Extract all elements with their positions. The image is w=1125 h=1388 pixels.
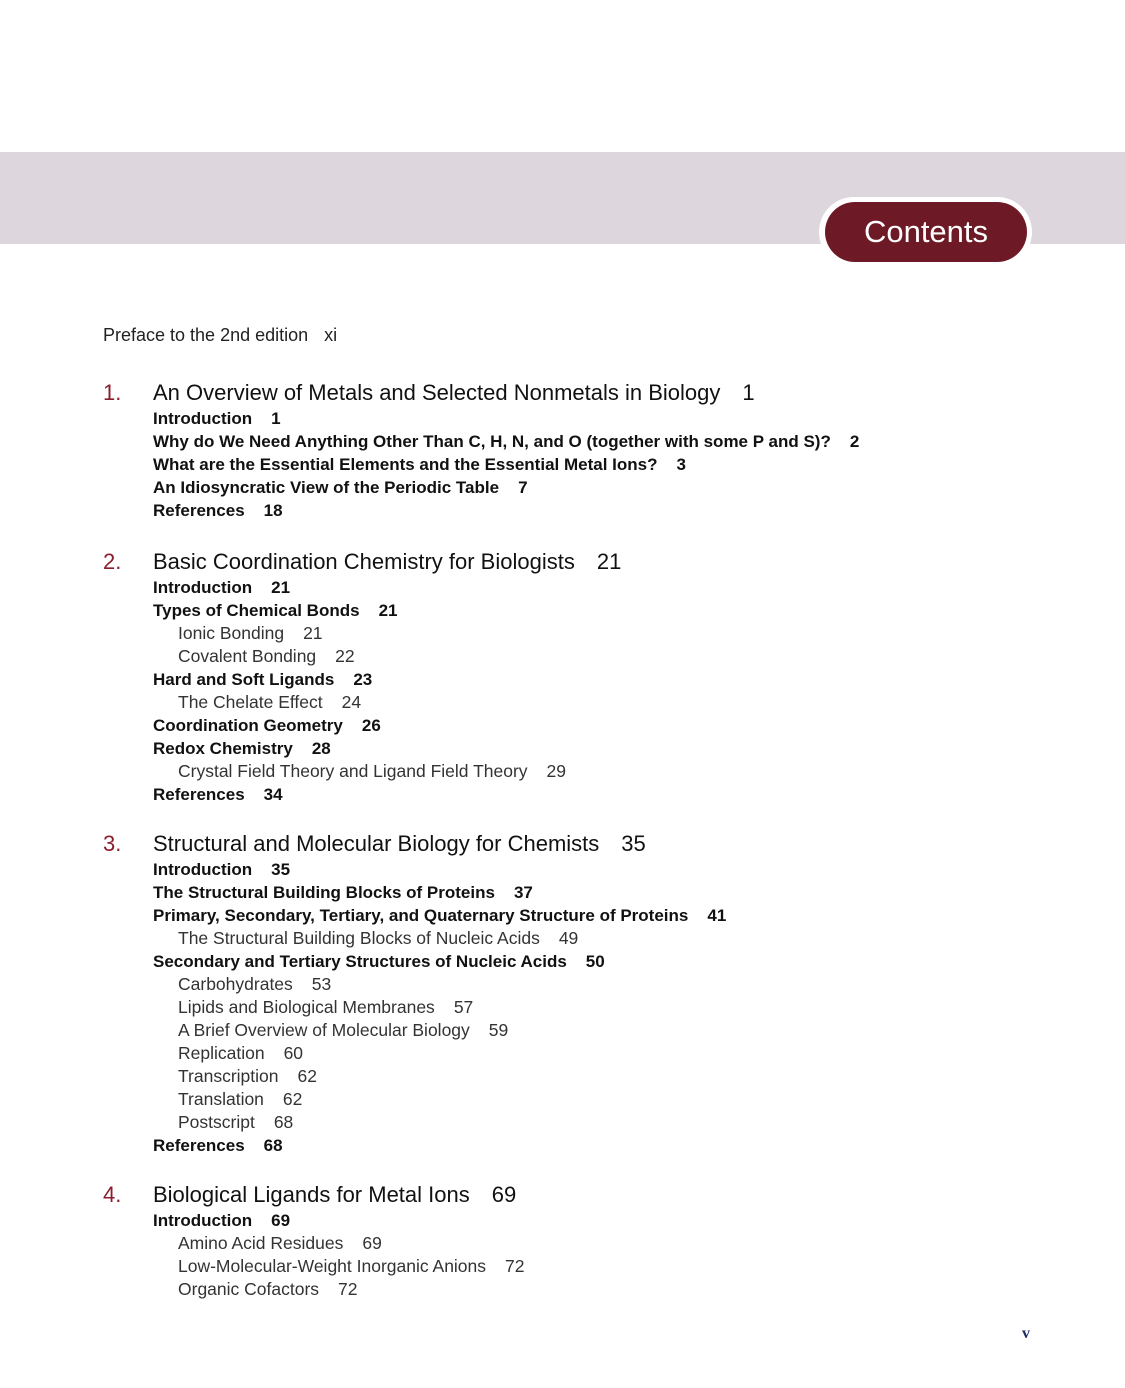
toc-section-entry[interactable]: [153, 737, 566, 760]
entry-page: 21: [378, 601, 398, 620]
toc-section-entry[interactable]: [153, 783, 566, 806]
preface-page: xi: [324, 325, 338, 345]
chapter-heading[interactable]: [103, 1182, 525, 1209]
toc-subsection-entry[interactable]: [153, 1088, 726, 1111]
chapter-title: [153, 831, 646, 857]
toc-subsection-entry[interactable]: [153, 1111, 726, 1134]
entry-page: 68: [263, 1136, 283, 1155]
entry-page: 26: [361, 716, 381, 735]
entry-label: Ionic Bonding: [178, 623, 285, 643]
entry-label: The Structural Building Blocks of Nucleic Acids: [178, 928, 540, 948]
entry-page: 37: [513, 883, 533, 902]
entry-label: Introduction: [153, 860, 253, 879]
entry-label: Why do We Need Anything Other Than C, H, N, and O (together with some P and S)?: [153, 432, 831, 451]
entry-label: Primary, Secondary, Tertiary, and Quaternary Structure of Proteins: [153, 906, 689, 925]
chapter-title: [153, 1182, 516, 1208]
entry-page: 72: [505, 1256, 525, 1276]
chapter-3: [103, 831, 726, 1157]
chapter-entries: [153, 1209, 525, 1301]
toc-section-entry[interactable]: [153, 476, 859, 499]
chapter-heading[interactable]: [103, 831, 726, 858]
chapter-number: 1.: [103, 380, 122, 405]
toc-section-entry[interactable]: [153, 499, 859, 522]
chapter-title-text: Structural and Molecular Biology for Chemists: [153, 831, 600, 856]
entry-page: 18: [263, 501, 283, 520]
entry-page: 72: [338, 1279, 358, 1299]
entry-page: 35: [271, 860, 291, 879]
entry-page: 34: [263, 785, 283, 804]
entry-label: Crystal Field Theory and Ligand Field Theory: [178, 761, 528, 781]
toc-subsection-entry[interactable]: [153, 645, 566, 668]
entry-page: 57: [453, 997, 474, 1017]
preface-label: Preface to the 2nd edition: [103, 325, 309, 345]
chapter-number: 3.: [103, 831, 122, 856]
toc-subsection-entry[interactable]: [153, 1255, 525, 1278]
chapter-title-text: Basic Coordination Chemistry for Biologists: [153, 549, 575, 574]
toc-section-entry[interactable]: [153, 858, 726, 881]
entry-page: 69: [271, 1211, 291, 1230]
entry-page: 49: [558, 928, 579, 948]
entry-label: A Brief Overview of Molecular Biology: [178, 1020, 470, 1040]
entry-page: 3: [676, 455, 686, 474]
chapter-page: 35: [621, 831, 646, 856]
entry-label: What are the Essential Elements and the Essential Metal Ions?: [153, 455, 658, 474]
chapter-title: [153, 549, 621, 575]
entry-label: The Structural Building Blocks of Proteins: [153, 883, 495, 902]
toc-section-entry[interactable]: [153, 407, 859, 430]
entry-page: 22: [335, 646, 355, 666]
chapter-entries: [153, 576, 566, 806]
entry-label: References: [153, 785, 245, 804]
page-folio: v: [1022, 1325, 1030, 1342]
entry-page: 59: [488, 1020, 509, 1040]
toc-subsection-entry[interactable]: [153, 927, 726, 950]
toc-section-entry[interactable]: [153, 714, 566, 737]
toc-subsection-entry[interactable]: [153, 691, 566, 714]
entry-page: 2: [849, 432, 860, 451]
entry-label: Types of Chemical Bonds: [153, 601, 360, 620]
toc-section-entry[interactable]: [153, 881, 726, 904]
entry-page: 28: [311, 739, 331, 758]
entry-page: 7: [518, 478, 528, 497]
toc-section-entry[interactable]: [153, 599, 566, 622]
entry-page: 62: [282, 1089, 303, 1109]
toc-section-entry[interactable]: [153, 453, 859, 476]
entry-label: Introduction: [153, 1211, 253, 1230]
entry-label: Lipids and Biological Membranes: [178, 997, 435, 1017]
chapter-title-text: Biological Ligands for Metal Ions: [153, 1182, 470, 1207]
entry-page: 50: [585, 952, 605, 971]
chapter-4: [103, 1182, 525, 1301]
entry-label: References: [153, 1136, 245, 1155]
entry-label: Secondary and Tertiary Structures of Nucleic Acids: [153, 952, 567, 971]
toc-subsection-entry[interactable]: [153, 996, 726, 1019]
entry-label: Postscript: [178, 1112, 255, 1132]
entry-page: 1: [271, 409, 281, 428]
toc-section-entry[interactable]: [153, 576, 566, 599]
entry-page: 69: [362, 1233, 382, 1253]
entry-page: 62: [297, 1066, 317, 1086]
entry-label: Introduction: [153, 578, 253, 597]
toc-subsection-entry[interactable]: [153, 760, 566, 783]
page-title: Contents: [825, 202, 1027, 262]
chapter-title-text: An Overview of Metals and Selected Nonmetals in Biology: [153, 380, 721, 405]
entry-page: 21: [271, 578, 291, 597]
preface-entry[interactable]: [103, 325, 337, 346]
chapter-page: 69: [491, 1182, 517, 1207]
entry-label: Organic Cofactors: [178, 1279, 320, 1299]
toc-subsection-entry[interactable]: [153, 973, 726, 996]
entry-label: Replication: [178, 1043, 265, 1063]
entry-label: Hard and Soft Ligands: [153, 670, 335, 689]
entry-label: Covalent Bonding: [178, 646, 317, 666]
chapter-heading[interactable]: [103, 380, 859, 407]
toc-subsection-entry[interactable]: [153, 1232, 525, 1255]
chapter-entries: [153, 407, 859, 522]
chapter-number: 2.: [103, 549, 122, 574]
toc-section-entry[interactable]: [153, 904, 726, 927]
entry-label: Low-Molecular-Weight Inorganic Anions: [178, 1256, 487, 1276]
entry-page: 53: [311, 974, 332, 994]
entry-label: Introduction: [153, 409, 253, 428]
entry-page: 29: [546, 761, 566, 781]
entry-label: Transcription: [178, 1066, 279, 1086]
toc-subsection-entry[interactable]: [153, 1019, 726, 1042]
chapter-1: [103, 380, 859, 522]
entry-page: 41: [707, 906, 727, 925]
toc-subsection-entry[interactable]: [153, 1278, 525, 1301]
chapter-2: [103, 549, 622, 806]
chapter-page: 21: [596, 549, 622, 574]
entry-page: 23: [353, 670, 373, 689]
entry-label: Amino Acid Residues: [178, 1233, 344, 1253]
toc-section-entry[interactable]: [153, 430, 859, 453]
entry-page: 21: [303, 623, 323, 643]
toc-section-entry[interactable]: [153, 668, 566, 691]
toc-subsection-entry[interactable]: [153, 1065, 726, 1088]
chapter-heading[interactable]: [103, 549, 622, 576]
entry-label: Redox Chemistry: [153, 739, 293, 758]
toc-section-entry[interactable]: [153, 950, 726, 973]
toc-section-entry[interactable]: [153, 1209, 525, 1232]
entry-label: References: [153, 501, 245, 520]
entry-label: The Chelate Effect: [178, 692, 323, 712]
toc-section-entry[interactable]: [153, 1134, 726, 1157]
entry-label: Coordination Geometry: [153, 716, 343, 735]
toc-subsection-entry[interactable]: [153, 622, 566, 645]
chapter-page: 1: [742, 380, 755, 405]
entry-label: An Idiosyncratic View of the Periodic Table: [153, 478, 500, 497]
entry-page: 68: [273, 1112, 294, 1132]
toc-subsection-entry[interactable]: [153, 1042, 726, 1065]
entry-page: 60: [283, 1043, 304, 1063]
chapter-entries: [153, 858, 726, 1157]
entry-label: Carbohydrates: [178, 974, 293, 994]
entry-label: Translation: [178, 1089, 264, 1109]
entry-page: 24: [341, 692, 362, 712]
chapter-title: [153, 380, 755, 406]
chapter-number: 4.: [103, 1182, 122, 1207]
